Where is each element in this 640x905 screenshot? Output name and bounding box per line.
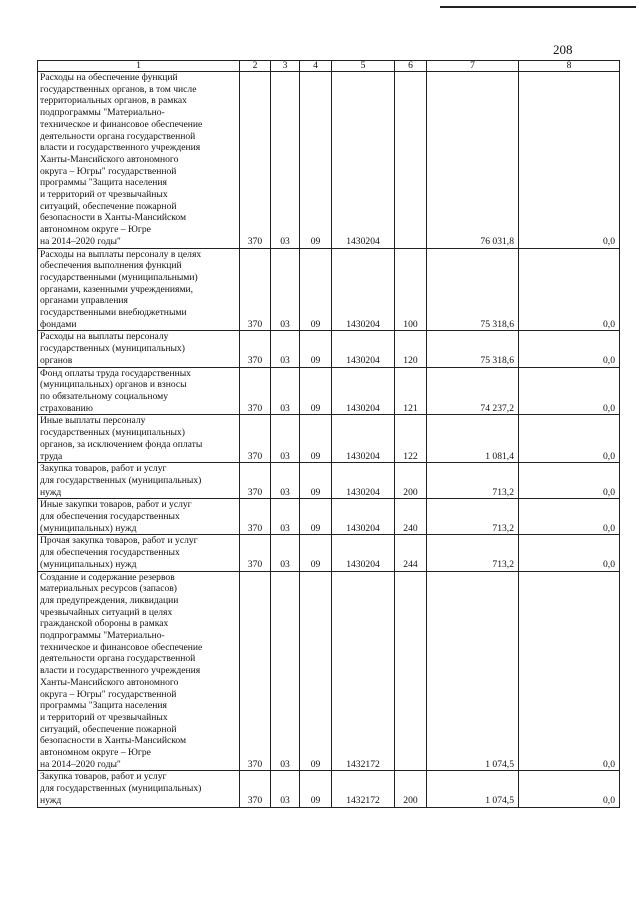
- expense-type-cell: 100: [395, 248, 427, 331]
- subsection-cell: 09: [300, 463, 332, 499]
- amount-cell: 0,0: [519, 535, 620, 571]
- description-line: органами, казенными учреждениями,: [40, 283, 194, 295]
- description-line: чрезвычайных ситуаций в целях: [40, 606, 173, 618]
- header-cell: 8: [519, 61, 620, 72]
- expense-type-cell: 122: [395, 415, 427, 463]
- description-line: автономном округе – Югре: [40, 747, 151, 759]
- amount-cell: 0,0: [519, 331, 620, 367]
- target-article-cell: 1430204: [332, 367, 395, 415]
- description-line: для обеспечения государственных: [40, 547, 180, 559]
- description-line: нужд: [40, 486, 62, 498]
- description-line: для государственных (муниципальных): [40, 474, 202, 486]
- description-line: власти и государственного учреждения: [40, 665, 201, 677]
- amount-cell: 713,2: [427, 535, 519, 571]
- expense-type-cell: 240: [395, 499, 427, 535]
- row-description: [38, 571, 240, 771]
- amount-cell: 1 081,4: [427, 415, 519, 463]
- admin-code-cell: 370: [240, 72, 271, 249]
- subsection-cell: 09: [300, 571, 332, 771]
- top-rule: [440, 6, 636, 8]
- expense-type-cell: [395, 571, 427, 771]
- header-cell: 7: [427, 61, 519, 72]
- subsection-cell: 09: [300, 499, 332, 535]
- table-row: [38, 463, 620, 499]
- amount-cell: 76 031,8: [427, 72, 519, 249]
- subsection-cell: 09: [300, 367, 332, 415]
- description-line: государственными внебюджетными: [40, 307, 187, 319]
- description-line: Фонд оплаты труда государственных: [40, 367, 191, 379]
- description-line: подпрограммы "Материально-: [40, 630, 165, 642]
- description-line: страхованию: [40, 402, 93, 414]
- admin-code-cell: 370: [240, 571, 271, 771]
- description-line: государственными (муниципальными): [40, 271, 198, 283]
- section-cell: 03: [271, 771, 300, 807]
- amount-cell: 0,0: [519, 248, 620, 331]
- subsection-cell: 09: [300, 331, 332, 367]
- amount-cell: 713,2: [427, 463, 519, 499]
- amount-cell: 713,2: [427, 499, 519, 535]
- description-line: безопасности в Ханты-Мансийском: [40, 212, 187, 224]
- admin-code-cell: 370: [240, 248, 271, 331]
- subsection-cell: 09: [300, 248, 332, 331]
- description-line: гражданской обороны в рамках: [40, 618, 169, 630]
- description-line: автономном округе – Югре: [40, 224, 151, 236]
- target-article-cell: 1430204: [332, 499, 395, 535]
- target-article-cell: 1430204: [332, 72, 395, 249]
- description-line: Иные выплаты персоналу: [40, 415, 146, 427]
- description-line: Расходы на выплаты персоналу: [40, 331, 169, 343]
- description-line: деятельности органа государственной: [40, 653, 196, 665]
- description-line: Закупка товаров, работ и услуг: [40, 771, 167, 783]
- table-body: [38, 72, 620, 808]
- target-article-cell: 1430204: [332, 415, 395, 463]
- row-description: [38, 535, 240, 571]
- header-cell: 4: [300, 61, 332, 72]
- section-cell: 03: [271, 499, 300, 535]
- description-line: деятельности органа государственной: [40, 130, 196, 142]
- table-row: [38, 367, 620, 415]
- admin-code-cell: 370: [240, 367, 271, 415]
- amount-cell: 0,0: [519, 499, 620, 535]
- row-description: [38, 367, 240, 415]
- description-line: Закупка товаров, работ и услуг: [40, 463, 167, 475]
- section-cell: 03: [271, 463, 300, 499]
- section-cell: 03: [271, 331, 300, 367]
- expense-type-cell: 200: [395, 463, 427, 499]
- admin-code-cell: 370: [240, 463, 271, 499]
- page-number: 208: [553, 42, 573, 57]
- section-cell: 03: [271, 248, 300, 331]
- amount-cell: 1 074,5: [427, 571, 519, 771]
- row-description: [38, 499, 240, 535]
- description-line: для государственных (муниципальных): [40, 783, 202, 795]
- expense-type-cell: 121: [395, 367, 427, 415]
- description-line: и территорий от чрезвычайных: [40, 189, 168, 201]
- description-line: труда: [40, 450, 63, 462]
- subsection-cell: 09: [300, 415, 332, 463]
- expense-type-cell: [395, 72, 427, 249]
- target-article-cell: 1430204: [332, 535, 395, 571]
- amount-cell: 0,0: [519, 415, 620, 463]
- header-cell: 2: [240, 61, 271, 72]
- description-line: государственных (муниципальных): [40, 343, 185, 355]
- subsection-cell: 09: [300, 535, 332, 571]
- expense-type-cell: 120: [395, 331, 427, 367]
- amount-cell: 75 318,6: [427, 248, 519, 331]
- expense-type-cell: 244: [395, 535, 427, 571]
- row-description: [38, 331, 240, 367]
- amount-cell: 1 074,5: [427, 771, 519, 807]
- description-line: техническое и финансовое обеспечение: [40, 641, 203, 653]
- target-article-cell: 1430204: [332, 463, 395, 499]
- description-line: округа – Югры" государственной: [40, 165, 177, 177]
- admin-code-cell: 370: [240, 771, 271, 807]
- row-description: [38, 415, 240, 463]
- budget-table: [37, 60, 620, 808]
- subsection-cell: 09: [300, 72, 332, 249]
- row-description: [38, 771, 240, 807]
- admin-code-cell: 370: [240, 535, 271, 571]
- table-row: [38, 771, 620, 807]
- description-line: фондами: [40, 318, 77, 330]
- target-article-cell: 1430204: [332, 331, 395, 367]
- admin-code-cell: 370: [240, 331, 271, 367]
- description-line: подпрограммы "Материально-: [40, 107, 165, 119]
- description-line: государственных (муниципальных): [40, 427, 185, 439]
- header-cell: 3: [271, 61, 300, 72]
- subsection-cell: 09: [300, 771, 332, 807]
- description-line: Расходы на обеспечение функций: [40, 72, 178, 83]
- header-cell: 6: [395, 61, 427, 72]
- row-description: [38, 72, 240, 249]
- section-cell: 03: [271, 535, 300, 571]
- description-line: на 2014–2020 годы": [40, 235, 121, 247]
- description-line: программы "Защита населения: [40, 700, 167, 712]
- description-line: материальных ресурсов (запасов): [40, 583, 177, 595]
- table-row: [38, 72, 620, 249]
- description-line: территориальных органов, в рамках: [40, 95, 187, 107]
- description-line: техническое и финансовое обеспечение: [40, 118, 203, 130]
- amount-cell: 0,0: [519, 72, 620, 249]
- description-line: (муниципальных) нужд: [40, 522, 137, 534]
- row-description: [38, 248, 240, 331]
- description-line: безопасности в Ханты-Мансийском: [40, 735, 187, 747]
- description-line: программы "Защита населения: [40, 177, 167, 189]
- description-line: округа – Югры" государственной: [40, 688, 177, 700]
- section-cell: 03: [271, 367, 300, 415]
- row-description: [38, 463, 240, 499]
- table-row: [38, 248, 620, 331]
- target-article-cell: 1430204: [332, 248, 395, 331]
- header-row: [38, 61, 620, 72]
- description-line: нужд: [40, 794, 62, 806]
- header-cell: 1: [38, 61, 240, 72]
- description-line: и территорий от чрезвычайных: [40, 711, 168, 723]
- description-line: ситуаций, обеспечение пожарной: [40, 200, 177, 212]
- admin-code-cell: 370: [240, 415, 271, 463]
- amount-cell: 0,0: [519, 463, 620, 499]
- amount-cell: 0,0: [519, 367, 620, 415]
- description-line: Расходы на выплаты персоналу в целях: [40, 248, 202, 260]
- table-row: [38, 499, 620, 535]
- table-row: [38, 535, 620, 571]
- header-cell: 5: [332, 61, 395, 72]
- section-cell: 03: [271, 571, 300, 771]
- description-line: для обеспечения государственных: [40, 511, 180, 523]
- description-line: Прочая закупка товаров, работ и услуг: [40, 535, 198, 547]
- section-cell: 03: [271, 415, 300, 463]
- description-line: по обязательному социальному: [40, 390, 169, 402]
- description-line: органов, за исключением фонда оплаты: [40, 438, 203, 450]
- description-line: (муниципальных) нужд: [40, 558, 137, 570]
- description-line: государственных органов, в том числе: [40, 83, 197, 95]
- amount-cell: 74 237,2: [427, 367, 519, 415]
- table-row: [38, 571, 620, 771]
- amount-cell: 75 318,6: [427, 331, 519, 367]
- description-line: для предупреждения, ликвидации: [40, 594, 179, 606]
- description-line: Иные закупки товаров, работ и услуг: [40, 499, 192, 511]
- expense-type-cell: 200: [395, 771, 427, 807]
- description-line: органов: [40, 354, 73, 366]
- table-row: [38, 331, 620, 367]
- description-line: Ханты-Мансийского автономного: [40, 153, 179, 165]
- description-line: обеспечения выполнения функций: [40, 260, 182, 272]
- description-line: органами управления: [40, 295, 128, 307]
- description-line: ситуаций, обеспечение пожарной: [40, 723, 177, 735]
- target-article-cell: 1432172: [332, 571, 395, 771]
- admin-code-cell: 370: [240, 499, 271, 535]
- amount-cell: 0,0: [519, 771, 620, 807]
- description-line: на 2014–2020 годы": [40, 758, 121, 770]
- section-cell: 03: [271, 72, 300, 249]
- table-row: [38, 415, 620, 463]
- target-article-cell: 1432172: [332, 771, 395, 807]
- description-line: власти и государственного учреждения: [40, 142, 201, 154]
- description-line: (муниципальных) органов и взносы: [40, 379, 187, 391]
- description-line: Ханты-Мансийского автономного: [40, 676, 179, 688]
- amount-cell: 0,0: [519, 571, 620, 771]
- description-line: Создание и содержание резервов: [40, 571, 175, 583]
